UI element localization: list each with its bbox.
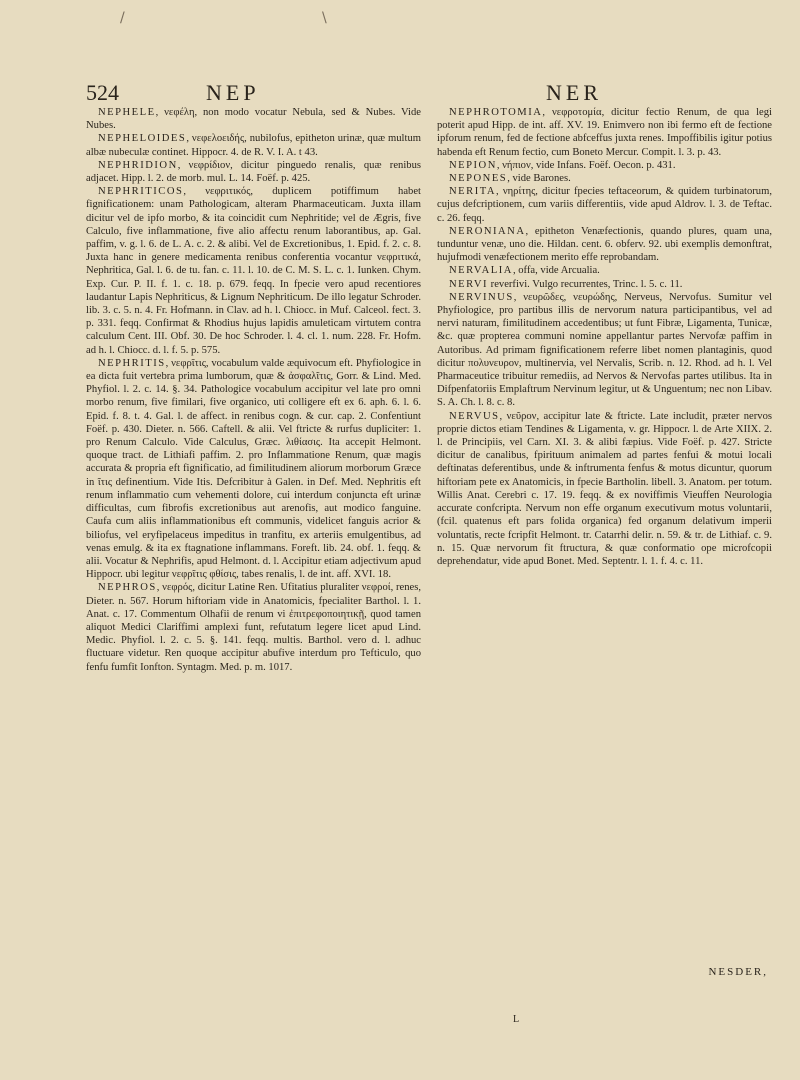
entry-headword: NEPHELE	[98, 107, 156, 118]
entry-headword: NERITA	[449, 186, 496, 198]
dictionary-entry	[437, 291, 772, 410]
entry-text: , νεφελοειδής, nubilofus, epitheton urinæ, quæ multum albæ nubeculæ continet. Hippocr. 4. de R. V. I. A. t 43.	[86, 133, 421, 158]
entry-headword: NERONIANA	[449, 225, 526, 237]
entry-text: , νευρῶδες, νευρώδης, Nerveus, Nervofus. Sumitur vel Phyfiologice, pro partibus illis de nervorum natura participantibus, vel ad nervi naturam, fimilitudinem accedentibus; ut funt Fibræ, Ligamenta, Tunicæ, &c. quæ propterea communi nomine appellantur partes Nervofæ paffim in Autoribus. Ad primam fignificationem referre libet nomen plantaginis, quod dicitur πολυνευρον, multinervia, vel Nervalis, Scrib. n. 12. Rhod. ad h. l. Vel Pharmaceutice tribuitur remediis, ad Nervos & Nervofas partes utilibus. Ita in Difpenfatoriis Emplaftrum Nervinum legitur, ut & Unguentum; nec non Libav. S. A. Ch. l. 8. c. 8.	[437, 291, 772, 409]
dictionary-entry	[437, 172, 772, 185]
dictionary-entry	[437, 278, 772, 291]
entry-headword: NEPHRIDION	[98, 159, 178, 171]
dictionary-entry	[437, 225, 772, 265]
entry-text: , νεφριτικός, duplicem potiffimum habet fignificationem: unam Pathologicam, alteram Pharmaceuticam. Juxta illam dicitur vel de ipfo morbo, & ita coincidit cum Nephritide; vel de Ægris, five Calculo, five inflammatione, five alio affectu renum laborantibus, ap. Gal. paffim, v. g. l. 6. de L. A. c. 2. & alibi. Vel de Excretionibus, 1. Epid. f. 2. c. 8. Juxta hanc in genere medicamenta renibus conferentia vocantur νεφριτικά, Nephritica, Gal. l. 6. de tu. fan. c. 11. l. 10. de C. M. S. L. c. 1. Iunken. Chym. Exp. Cur. P. II. f. 1. c. 18. p. 679. feqq. In fpecie vero apud recentiores laudantur Lapis Nephriticus, & Lignum Nephriticum. De illo legatur Schroder. lib. 3. c. 5. n. 4. Fr. Hofmann. in Clav. ad h. l. Chiocc. in Muf. Calceol. fect. 3. p. 331. feqq. Confirmat & Rhodius hujus lapidis amuleticam virtutem contra calculum Cent. III. Obf. 30. De hoc Schroder. l. 4. cl. 1. num. 228. Fr. Hofm. ad h. l. Chiocc. d. l. f. 5. p. 575.	[86, 186, 421, 356]
entry-headword: NEPHRITIS	[98, 357, 166, 369]
entry-text: reverfivi. Vulgo recurrentes, Trinc. l. 5. c. 11.	[488, 278, 683, 290]
entry-headword: NERVI	[449, 278, 489, 290]
right-column	[437, 106, 772, 568]
entry-headword: NERVUS	[449, 410, 500, 422]
corner-mark-right: \	[322, 10, 327, 26]
entry-text: , νεφρῖτις, vocabulum valde æquivocum eft. Phyfiologice in ea dicta fuit vertebra prima lumborum, quæ & ἀσφαλῖτις, Gorr. & Lind. Med. Phyfiol. l. 2. c. 14. §. 34. Pathologice vocabulum accipitur vel late pro omni morbo renum, five fimilari, five organico, uti colligere eft ex 6. aph. 6. l. 6. Epid. f. 8. t. 4. Gal. l. de affect. in renibus cogn. & cur. cap. 2. Confentiunt Foëf. p. 430. Dieter. n. 566. Caftell. & alii. Vel ftricte & rurfus dupliciter: 1. pro Renum Calculo. Vide Calculus, Græc. λιθίασις. Ita accepit Helmont. quoque tract. de Lithiafi paffim. 2. pro Inflammatione Renum, quæ magis accurata & propria eft fignificatio, ad fimilitudinem aliorum morborum Græce in ῖτις definentium. Vide Itis. Defcribitur à Galen. in Def. Med. Nephritis eft renum inflammatio cum vehementi dolore, cui interdum conjuncta eft urinæ difficultas, cum fibrofis excretionibus aut arenofis, aut modico fanguine. Caufa cum aliis inflammationibus eft communis, videlicet fanguis acrior & biliofus, vel eryfipelaceus impeditus in tranfitu, ex arteriis emulgentibus, ad venas emulg. & ita ex ftagnatione inflammans. Foreft. lib. 24. obf. 1. feqq. & alii. Vocatur & Nephrifis, apud Helmont. d. l. Accipitur etiam adjectivum apud Hippocr. ubi legitur νεφρῖτις φθίσις, tabes renalis, l. de int. aff. XVI. 18.	[86, 357, 421, 581]
entry-text: , νήπιον, vide Infans. Foëf. Oecon. p. 431.	[496, 159, 676, 171]
dictionary-entry	[437, 159, 772, 172]
signature-mark: L	[513, 1014, 520, 1025]
dictionary-entry	[86, 581, 421, 673]
dictionary-entry	[437, 185, 772, 225]
entry-headword: NEPONES	[449, 173, 508, 185]
dictionary-entry	[86, 159, 421, 185]
entry-text: , νηρίτης, dicitur fpecies teftaceorum, & quidem turbinatorum, cujus defcriptionem, cum variis differentiis, vide apud Aldrov. l. 3. de Teftac. c. 26. feqq.	[437, 186, 772, 224]
right-running-head: NER	[546, 80, 602, 105]
dictionary-entry	[437, 106, 772, 159]
entry-text: , offa, vide Arcualia.	[512, 265, 600, 277]
dictionary-entry	[437, 264, 772, 277]
entry-headword: NEPHRITICOS	[98, 186, 184, 198]
page-number: 524	[86, 80, 119, 105]
entry-text: , epitheton Venæfectionis, quando plures, quam una, tunduntur venæ, uno die. Hildan. cent. 6. obferv. 92. ubi exemplis demonftrat, hujufmodi venæfectionem merito effe reprobandam.	[437, 225, 772, 264]
left-column	[86, 106, 421, 674]
entry-text: , νεφροτομία, dicitur fectio Renum, de qua legi poterit apud Hipp. de int. aff. XV. 19. Enimvero non ibi fermo eft de fectione ipforum renum, fed de fectione abfceffus juxta renes. Impoffibilis igitur potius habenda eft Renum fectio, cum Boneto Mercur. Compit. l. 3. p. 43.	[437, 107, 772, 158]
entry-headword: NEPHROS	[98, 582, 157, 594]
catchword: NESDER,	[708, 966, 768, 978]
dictionary-entry	[86, 357, 421, 581]
dictionary-entry	[86, 132, 421, 158]
entry-text: , νεφέλη, non modo vocatur Nebula, sed & Nubes. Vide Nubes.	[86, 107, 421, 132]
dictionary-entry	[437, 410, 772, 568]
entry-headword: NEPHROTOMIA	[449, 107, 543, 118]
entry-text: , νεῦρον, accipitur late & ftricte. Late includit, præter nervos proprie dictos etiam Tendines & Ligamenta, v. gr. Hippocr. l. de Arte XIIX. 2. l. de Principiis, vel Carn. XI. 3. & alibi fæpius. Vide Foëf. p. 427. Stricte dicitur de canalibus, fpirituum animalem ad partes fenfui & motui locali deftinatas deferentibus, unde & inftrumenta fenfus & motus dicuntur, quorum hiftoriam pete ex Anatomicis, in fpecie Bartholin. libell. 3. Anatom. per totum. Willis Anat. Cerebri c. 17. 19. feqq. & ex noviffimis Vieuffen Neurologia accurate confcripta. Nervum non effe organum executivum motus voluntarii, (fcil. quatenus eft pars folida organica) fed organum delativum imperii voluntatis, recte fcripfit Helmont. tr. Catarrhi delir. n. 59. & tr. de Lithiaf. c. 9. n. 15. Quæ nervorum fit ftructura, & quæ conformatio ope microfcopii deprehendatur, vide apud Bonet. Med. Septentr. l. 1. f. 4. c. 11.	[437, 410, 772, 567]
corner-mark-left: /	[120, 10, 125, 26]
entry-headword: NEPION	[449, 159, 497, 171]
entry-headword: NERVALIA	[449, 265, 513, 277]
dictionary-entry	[86, 106, 421, 132]
entry-headword: NEPHELOIDES	[98, 133, 187, 145]
entry-text: , νεφρός, dicitur Latine Ren. Ufitatius pluraliter νεφροί, renes, Dieter. n. 567. Horum hiftoriam vide in Anatomicis, fpecialiter Barthol. l. 1. Anat. c. 17. Commentum Olhafii de renum vi ἐπιτρεφοποιητικῇ, quod tamen aliquot Medici Clariffimi amplexi funt, refutatum legere licet apud Lind. Medic. Phyfiol. l. 2. c. 5. §. 141. feqq. multis. Barthol. vero d. l. adhuc fluctuare videtur. Ren quoque accipitur abufive interdum pro Tefticulo, quo fenfu fumfit Ionfton. Syntagm. Med. p. m. 1017.	[86, 582, 421, 673]
dictionary-entry	[86, 185, 421, 357]
entry-text: , vide Barones.	[507, 173, 571, 185]
entry-headword: NERVINUS	[449, 291, 514, 303]
entry-text: , νεφρίδιον, dicitur pinguedo renalis, quæ renibus adjacet. Hipp. l. 2. de morb. mul. L. 14. Foëf. p. 425.	[86, 159, 421, 185]
left-running-head: NEP	[206, 80, 260, 105]
